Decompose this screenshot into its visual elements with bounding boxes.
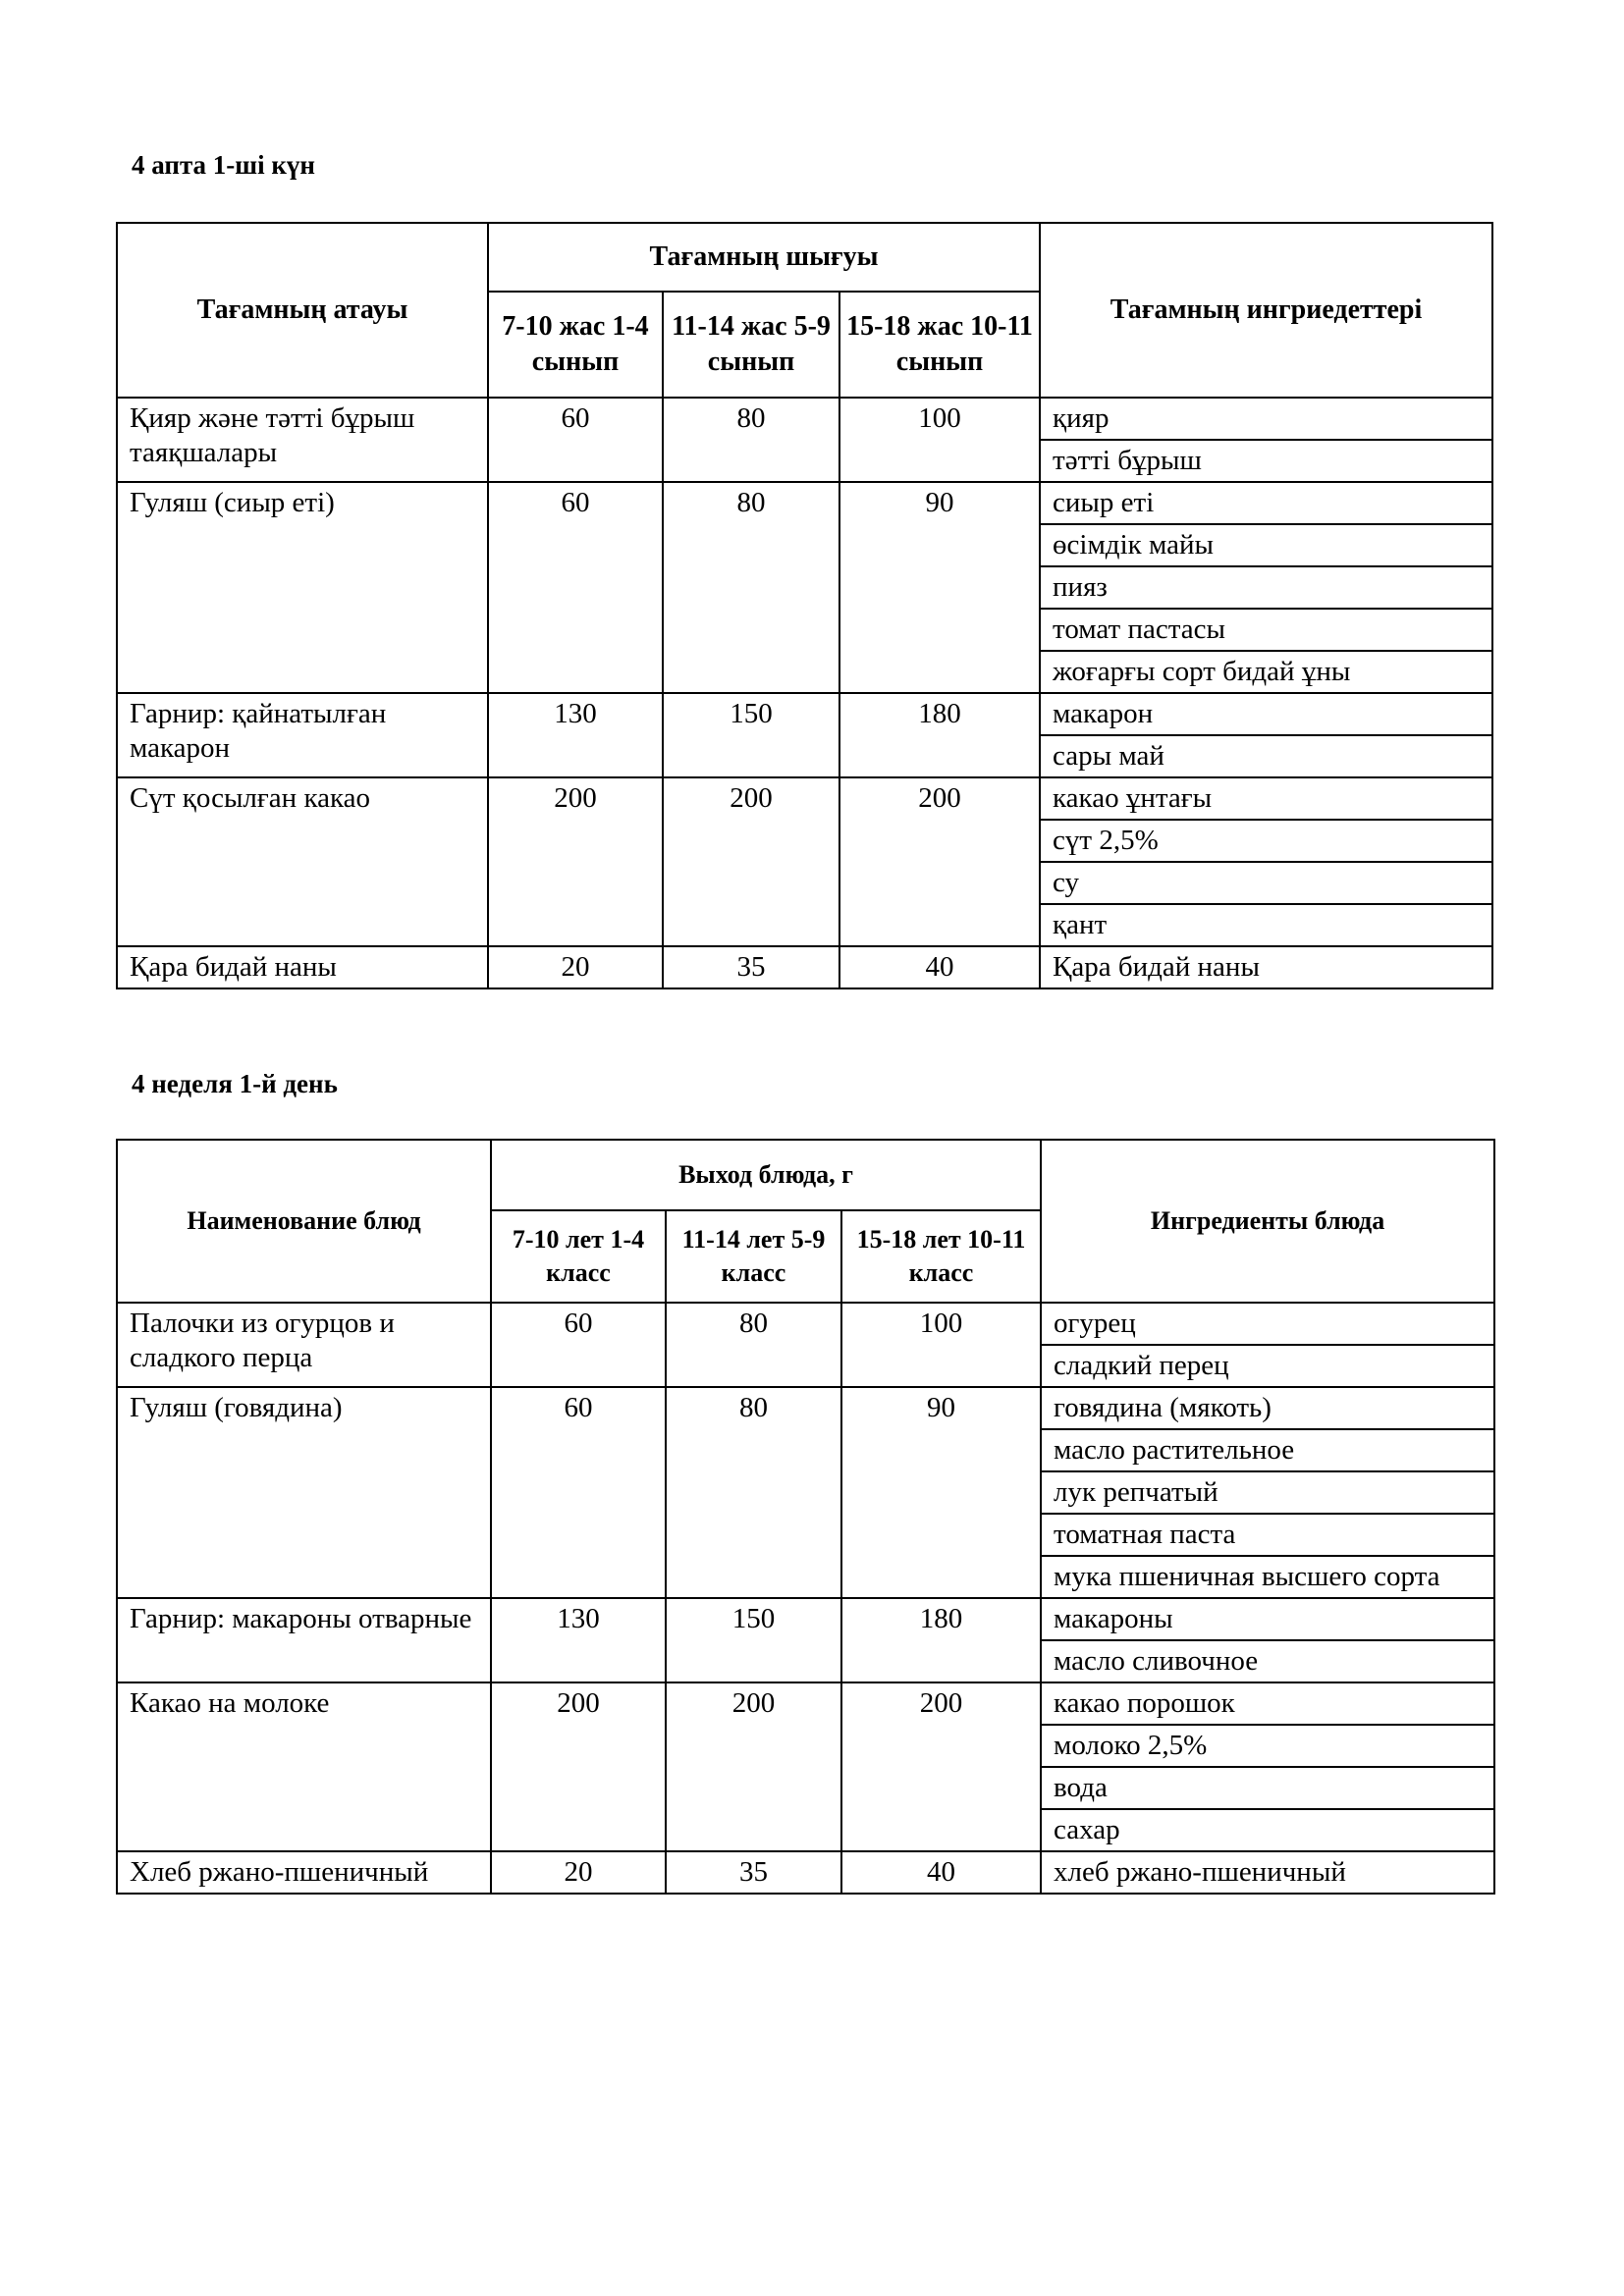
- ingredient-cell: макароны: [1041, 1598, 1494, 1640]
- output-7-10-cell: 200: [488, 777, 663, 946]
- dish-name-cell: Қара бидай наны: [117, 946, 488, 988]
- ingredient-cell: молоко 2,5%: [1041, 1725, 1494, 1767]
- table-row: [117, 1851, 1494, 1894]
- kz-table-body: [117, 398, 1492, 988]
- dish-name-cell: Какао на молоке: [117, 1682, 491, 1851]
- dish-name-cell: Хлеб ржано-пшеничный: [117, 1851, 491, 1894]
- table-row: [117, 693, 1492, 735]
- kz-col-header-name: Тағамның атауы: [117, 223, 488, 398]
- kz-col-header-age-11-14: 11-14 жас 5-9 сынып: [663, 292, 839, 398]
- table-row: [117, 1598, 1494, 1640]
- ingredient-cell: сахар: [1041, 1809, 1494, 1851]
- ingredient-cell: жоғарғы сорт бидай ұны: [1040, 651, 1492, 693]
- ingredient-cell: лук репчатый: [1041, 1471, 1494, 1514]
- output-15-18-cell: 200: [839, 777, 1040, 946]
- kz-page-heading: 4 апта 1-ші күн: [132, 150, 315, 180]
- ingredient-cell: сүт 2,5%: [1040, 820, 1492, 862]
- ingredient-cell: масло растительное: [1041, 1429, 1494, 1471]
- ingredient-cell: томатная паста: [1041, 1514, 1494, 1556]
- output-15-18-cell: 40: [841, 1851, 1041, 1894]
- output-7-10-cell: 20: [491, 1851, 666, 1894]
- output-15-18-cell: 180: [841, 1598, 1041, 1682]
- ingredient-cell: томат пастасы: [1040, 609, 1492, 651]
- ingredient-cell: сары май: [1040, 735, 1492, 777]
- table-row: [117, 398, 1492, 440]
- dish-name-cell: Гарнир: макароны отварные: [117, 1598, 491, 1682]
- ru-table-body: [117, 1303, 1494, 1894]
- output-11-14-cell: 200: [663, 777, 839, 946]
- table-row: [117, 482, 1492, 524]
- output-15-18-cell: 180: [839, 693, 1040, 777]
- dish-name-cell: Қияр және тәтті бұрыш таяқшалары: [117, 398, 488, 482]
- output-7-10-cell: 20: [488, 946, 663, 988]
- output-7-10-cell: 130: [488, 693, 663, 777]
- ru-col-header-output: Выход блюда, г: [491, 1140, 1041, 1210]
- dish-name-cell: Гуляш (говядина): [117, 1387, 491, 1598]
- ingredient-cell: қант: [1040, 904, 1492, 946]
- output-11-14-cell: 80: [663, 398, 839, 482]
- ru-page-heading: 4 неделя 1-й день: [132, 1069, 338, 1098]
- ingredient-cell: сиыр еті: [1040, 482, 1492, 524]
- table-row: [117, 1682, 1494, 1725]
- output-7-10-cell: 60: [488, 398, 663, 482]
- ingredient-cell: Қара бидай наны: [1040, 946, 1492, 988]
- ingredient-cell: огурец: [1041, 1303, 1494, 1345]
- output-11-14-cell: 200: [666, 1682, 841, 1851]
- ingredient-cell: тәтті бұрыш: [1040, 440, 1492, 482]
- dish-name-cell: Сүт қосылған какао: [117, 777, 488, 946]
- dish-name-cell: Палочки из огурцов и сладкого перца: [117, 1303, 491, 1387]
- output-11-14-cell: 80: [666, 1303, 841, 1387]
- output-15-18-cell: 100: [839, 398, 1040, 482]
- ru-col-header-age-15-18: 15-18 лет 10-11 класс: [841, 1210, 1041, 1303]
- ingredient-cell: қияр: [1040, 398, 1492, 440]
- output-11-14-cell: 35: [663, 946, 839, 988]
- output-7-10-cell: 60: [488, 482, 663, 693]
- ru-col-header-age-7-10: 7-10 лет 1-4 класс: [491, 1210, 666, 1303]
- ingredient-cell: какао ұнтағы: [1040, 777, 1492, 820]
- table-row: [117, 777, 1492, 820]
- output-15-18-cell: 90: [841, 1387, 1041, 1598]
- output-11-14-cell: 150: [666, 1598, 841, 1682]
- output-15-18-cell: 90: [839, 482, 1040, 693]
- ingredient-cell: какао порошок: [1041, 1682, 1494, 1725]
- kz-col-header-age-7-10: 7-10 жас 1-4 сынып: [488, 292, 663, 398]
- ingredient-cell: пияз: [1040, 566, 1492, 609]
- output-11-14-cell: 150: [663, 693, 839, 777]
- ingredient-cell: су: [1040, 862, 1492, 904]
- output-11-14-cell: 35: [666, 1851, 841, 1894]
- output-15-18-cell: 40: [839, 946, 1040, 988]
- kz-menu-table: [116, 222, 1493, 989]
- output-11-14-cell: 80: [666, 1387, 841, 1598]
- ru-menu-table: [116, 1139, 1495, 1895]
- ingredient-cell: масло сливочное: [1041, 1640, 1494, 1682]
- table-row: [117, 946, 1492, 988]
- output-15-18-cell: 100: [841, 1303, 1041, 1387]
- ingredient-cell: макарон: [1040, 693, 1492, 735]
- ingredient-cell: мука пшеничная высшего сорта: [1041, 1556, 1494, 1598]
- dish-name-cell: Гуляш (сиыр еті): [117, 482, 488, 693]
- ingredient-cell: вода: [1041, 1767, 1494, 1809]
- output-11-14-cell: 80: [663, 482, 839, 693]
- output-7-10-cell: 60: [491, 1303, 666, 1387]
- dish-name-cell: Гарнир: қайнатылған макарон: [117, 693, 488, 777]
- kz-col-header-age-15-18: 15-18 жас 10-11 сынып: [839, 292, 1040, 398]
- ru-col-header-age-11-14: 11-14 лет 5-9 класс: [666, 1210, 841, 1303]
- table-row: [117, 1387, 1494, 1429]
- kz-col-header-output: Тағамның шығуы: [488, 223, 1040, 292]
- ingredient-cell: сладкий перец: [1041, 1345, 1494, 1387]
- table-row: [117, 1303, 1494, 1345]
- ingredient-cell: говядина (мякоть): [1041, 1387, 1494, 1429]
- kz-col-header-ingredients: Тағамның ингриедеттері: [1040, 223, 1492, 398]
- ru-col-header-name: Наименование блюд: [117, 1140, 491, 1303]
- output-15-18-cell: 200: [841, 1682, 1041, 1851]
- output-7-10-cell: 60: [491, 1387, 666, 1598]
- ingredient-cell: өсімдік майы: [1040, 524, 1492, 566]
- ingredient-cell: хлеб ржано-пшеничный: [1041, 1851, 1494, 1894]
- ru-col-header-ingredients: Ингредиенты блюда: [1041, 1140, 1494, 1303]
- output-7-10-cell: 130: [491, 1598, 666, 1682]
- output-7-10-cell: 200: [491, 1682, 666, 1851]
